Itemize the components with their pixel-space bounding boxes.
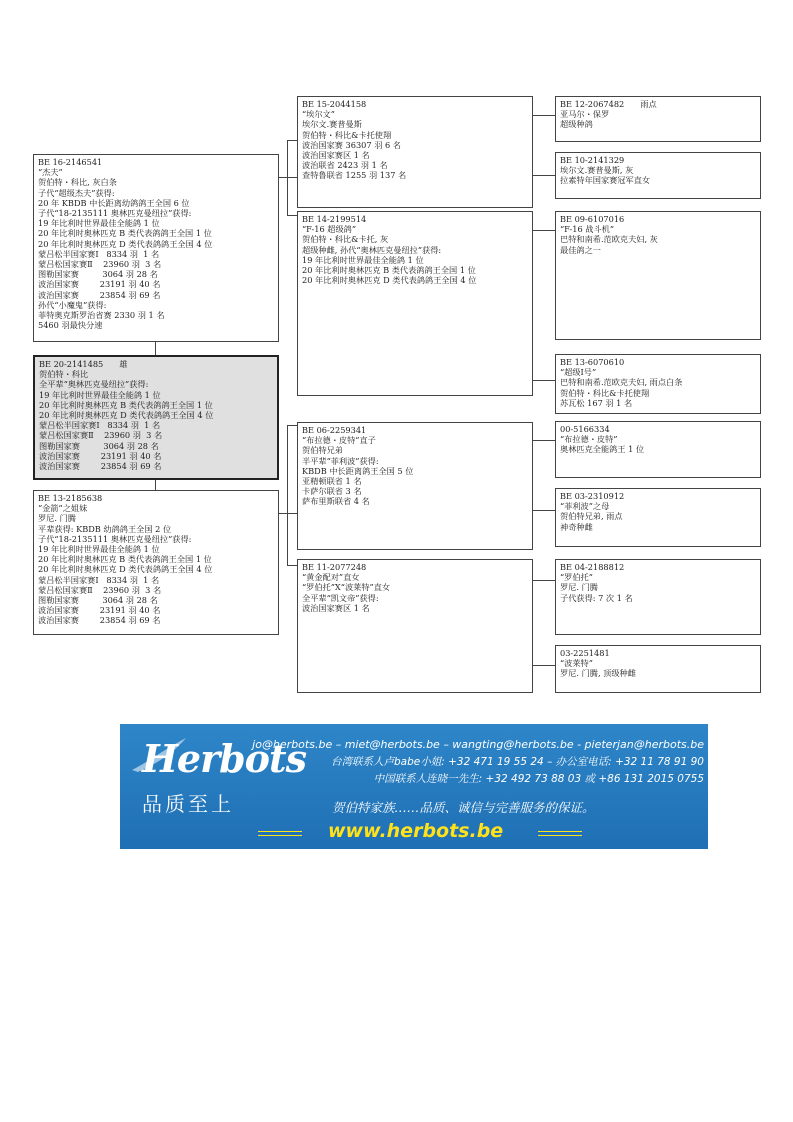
granddam-maternal-card <box>297 559 533 693</box>
info-line: 贺伯特・科比 <box>39 369 89 380</box>
info-line: 20 年比利时奥林匹克 D 类代表鸽鸽王全国 4 位 <box>38 238 213 249</box>
connector <box>155 342 156 355</box>
info-line: “埃尔文” <box>302 109 335 120</box>
info-line: 20 年比利时奥林匹克 D 类代表鸽鸽王全国 4 位 <box>302 275 477 286</box>
tagline: 品质至上 <box>142 792 234 816</box>
info-line: 埃尔文.赛普曼斯 <box>302 119 362 130</box>
website-link[interactable]: www.herbots.be <box>328 820 504 842</box>
info-line: “罗伯托” <box>560 572 593 583</box>
info-line: 贺伯特・科比&卡托使翔 <box>560 387 650 398</box>
decorative-bar-right <box>538 831 582 836</box>
info-line: 罗尼. 门腾 <box>38 513 76 524</box>
info-line: 波治国家赛 23854 羽 69 名 <box>38 615 161 626</box>
info-line: “波莱特” <box>560 658 593 669</box>
info-line: 贺伯特兄弟, 雨点 <box>560 511 623 522</box>
info-line: 全平辈“凯文帝”获得: <box>302 592 379 603</box>
connector <box>155 480 156 490</box>
ancestor-card-4 <box>555 354 761 414</box>
info-line: 孙代“小魔鬼”获得: <box>38 299 107 310</box>
info-line: 奥林匹克全能鸽王 1 位 <box>560 444 645 455</box>
info-line: 20 年比利时奥林匹克 B 类代表鸽鸽王全国 1 位 <box>38 228 212 239</box>
info-line: 20 年比利时奥林匹克 D 类代表鸽鸽王全国 4 位 <box>38 564 213 575</box>
info-line: 神奇种雌 <box>560 521 593 532</box>
ring-number: BE 14-2199514 <box>302 214 367 224</box>
info-line: “布拉德・皮特” <box>560 434 618 445</box>
connector <box>532 115 555 116</box>
subject-ring: BE 20-2141485 <box>39 359 104 369</box>
info-line: “超级Ⅰ号” <box>560 367 597 378</box>
email-list[interactable]: jo@herbots.be – miet@herbots.be – wangting@herbots.be - pieterjan@herbots.be <box>252 738 704 751</box>
info-line: 图勒国家赛 3064 羽 28 名 <box>39 440 159 451</box>
info-line: 19 年比利时世界最佳全能鸽 1 位 <box>302 254 424 265</box>
ancestor-card-6 <box>555 488 761 547</box>
connector <box>287 565 297 566</box>
info-line: 半平辈“菲利波”获得: <box>302 455 379 466</box>
info-line: 20 年比利时奥林匹克 D 类代表鸽鸽王全国 4 位 <box>39 410 214 421</box>
info-line: 蒙吕松国家赛Ⅱ 23960 羽 3 名 <box>38 584 162 595</box>
info-line: “布拉德・皮特”直子 <box>302 435 376 446</box>
info-line: 巴特和南希.范欧克夫妇, 灰 <box>560 234 658 245</box>
herbots-banner <box>120 724 708 849</box>
info-line: 巴特和南希.范欧克夫妇, 雨点白条 <box>560 377 683 388</box>
info-line: 蒙吕松半国家赛Ⅰ 8334 羽 1 名 <box>39 420 161 431</box>
color-note: 雨点 <box>640 99 657 109</box>
ring-number: 00-5166334 <box>560 424 610 434</box>
info-line: 贺伯特・科比&卡托使翔 <box>302 129 392 140</box>
info-line: 19 年比利时世界最佳全能鸽 1 位 <box>38 544 160 555</box>
connector <box>532 665 555 666</box>
ring-number: BE 15-2044158 <box>302 99 367 109</box>
info-line: 波治国家赛 23191 羽 40 名 <box>39 450 162 461</box>
connector <box>287 140 288 215</box>
info-line: 埃尔文.赛普曼斯, 灰 <box>560 165 634 176</box>
dam-card <box>33 490 279 635</box>
sire-ring: BE 16-2146541 <box>38 157 103 167</box>
subject-card <box>33 355 279 480</box>
ring-number: BE 13-6070610 <box>560 357 625 367</box>
connector <box>287 140 297 141</box>
info-line: 超级种鸽 <box>560 119 593 130</box>
connector <box>532 580 555 581</box>
info-line: 波治联省 2423 羽 1 名 <box>302 160 388 171</box>
info-line: 图勒国家赛 3064 羽 28 名 <box>38 595 158 606</box>
info-line: 波治国家赛区 1 名 <box>302 150 370 161</box>
info-line: 罗尼. 门腾 <box>560 582 598 593</box>
info-line: 贺伯特・科比&卡托, 灰 <box>302 234 389 245</box>
connector <box>532 510 555 511</box>
info-line: 苏瓦松 167 羽 1 名 <box>560 397 633 408</box>
info-line: “罗伯托”X“波莱特”直女 <box>302 582 391 593</box>
info-line: 子代“超级杰夫”获得: <box>38 187 115 198</box>
connector <box>532 175 555 176</box>
info-line: 波治国家赛 23854 羽 69 名 <box>38 289 161 300</box>
info-line: 最佳鸽之一 <box>560 244 601 255</box>
ancestor-card-8 <box>555 645 761 693</box>
info-line: “F-16 战斗机” <box>560 224 615 235</box>
info-line: “金箭”之姐妹 <box>38 503 88 514</box>
info-line: 图勒国家赛 3064 羽 28 名 <box>38 269 158 280</box>
info-line: 拉素特年国家赛冠军直女 <box>560 175 651 186</box>
info-line: 蒙吕松国家赛Ⅱ 23960 羽 3 名 <box>39 430 163 441</box>
info-line: 蒙吕松半国家赛Ⅰ 8334 羽 1 名 <box>38 574 160 585</box>
ring-number: BE 11-2077248 <box>302 562 367 572</box>
info-line: 卡萨尔联省 3 名 <box>302 486 362 497</box>
connector <box>287 425 297 426</box>
info-line: 贺伯特・科比, 灰白条 <box>38 177 117 188</box>
info-line: “黄金配对”直女 <box>302 572 360 583</box>
subject-header <box>39 359 273 369</box>
info-line: 20 年比利时奥林匹克 B 类代表鸽鸽王全国 1 位 <box>38 554 212 565</box>
ring-number: BE 10-2141329 <box>560 155 625 165</box>
granddam-paternal-card <box>297 211 533 396</box>
ring-number: BE 12-2067482 <box>560 99 625 109</box>
info-line: 平辈获得: KBDB 幼鸽鸽王全国 2 位 <box>38 523 172 534</box>
info-line: 超级种雌, 孙代“奥林匹克曼纽拉”获得: <box>302 244 442 255</box>
ring-number: BE 09-6107016 <box>560 214 625 224</box>
connector <box>287 425 288 565</box>
info-line: 20 年比利时奥林匹克 B 类代表鸽鸽王全国 1 位 <box>302 265 476 276</box>
info-line: 波治国家赛 23854 羽 69 名 <box>39 461 162 472</box>
slogan: 贺伯特家族……品质、诚信与完善服务的保证。 <box>332 800 595 815</box>
ancestor-card-1 <box>555 96 761 142</box>
ancestor-card-5 <box>555 421 761 478</box>
info-line: 子代“18-2135111 奥林匹克曼纽拉”获得: <box>38 208 192 219</box>
ring-number: BE 06-2259341 <box>302 425 367 435</box>
info-line: KBDB 中长距离鸽王全国 5 位 <box>302 465 414 476</box>
china-contact: 中国联系人连晓一先生: +32 492 73 88 03 或 +86 131 2015 0755 <box>373 773 704 785</box>
info-line: 19 年比利时世界最佳全能鸽 1 位 <box>38 218 160 229</box>
info-line: “F-16 超级鸽” <box>302 224 357 235</box>
ancestor-card-3 <box>555 211 761 340</box>
subject-sex: 雄 <box>119 359 128 369</box>
ring-number: BE 03-2310912 <box>560 491 625 501</box>
connector <box>532 380 555 381</box>
sire-card <box>33 154 279 342</box>
connector <box>287 215 297 216</box>
info-line: 子代获得: 7 次 1 名 <box>560 592 633 603</box>
ancestor-card-2 <box>555 152 761 199</box>
ancestor-header <box>560 99 756 109</box>
dam-ring: BE 13-2185638 <box>38 493 103 503</box>
info-line: 亚马尔・保罗 <box>560 109 610 120</box>
ring-number: BE 04-2188812 <box>560 562 625 572</box>
ring-number: 03-2251481 <box>560 648 610 658</box>
info-line: 波治国家赛区 1 名 <box>302 602 370 613</box>
grandsire-maternal-card <box>297 422 533 550</box>
info-line: 5460 羽最快分速 <box>38 320 103 331</box>
info-line: 波治国家赛 23191 羽 40 名 <box>38 605 161 616</box>
info-line: “菲利波”之母 <box>560 501 610 512</box>
info-line: “杰夫” <box>38 167 63 178</box>
info-line: 蒙吕松半国家赛Ⅰ 8334 羽 1 名 <box>38 248 160 259</box>
info-line: 子代“18-2135111 奥林匹克曼纽拉”获得: <box>38 533 192 544</box>
info-line: 罗尼. 门腾, 顶级种雌 <box>560 668 636 679</box>
connector <box>532 230 555 231</box>
info-line: 贺伯特兄弟 <box>302 445 343 456</box>
taiwan-contact: 台湾联系人卢babe小姐: +32 471 19 55 24 – 办公室电话: +32 11 78 91 90 <box>331 756 704 768</box>
info-line: 菲特奥克斯罗治省赛 2330 羽 1 名 <box>38 310 165 321</box>
info-line: 全平辈“奥林匹克曼纽拉”获得: <box>39 379 149 390</box>
info-line: 波治国家赛 36307 羽 6 名 <box>302 139 401 150</box>
info-line: 19 年比利时世界最佳全能鸽 1 位 <box>39 389 161 400</box>
info-line: 波治国家赛 23191 羽 40 名 <box>38 279 161 290</box>
info-line: 萨布里斯联省 4 名 <box>302 496 370 507</box>
ancestor-card-7 <box>555 559 761 635</box>
grandsire-paternal-card <box>297 96 533 208</box>
herbots-logo: Herbots <box>142 736 306 781</box>
info-line: 查特鲁联省 1255 羽 137 名 <box>302 170 407 181</box>
connector <box>532 440 555 441</box>
info-line: 20 年 KBDB 中长距离幼鸽鸽王全国 6 位 <box>38 197 190 208</box>
decorative-bar-left <box>258 831 302 836</box>
info-line: 蒙吕松国家赛Ⅱ 23960 羽 3 名 <box>38 259 162 270</box>
info-line: 20 年比利时奥林匹克 B 类代表鸽鸽王全国 1 位 <box>39 399 213 410</box>
info-line: 亚精顿联省 1 名 <box>302 476 362 487</box>
